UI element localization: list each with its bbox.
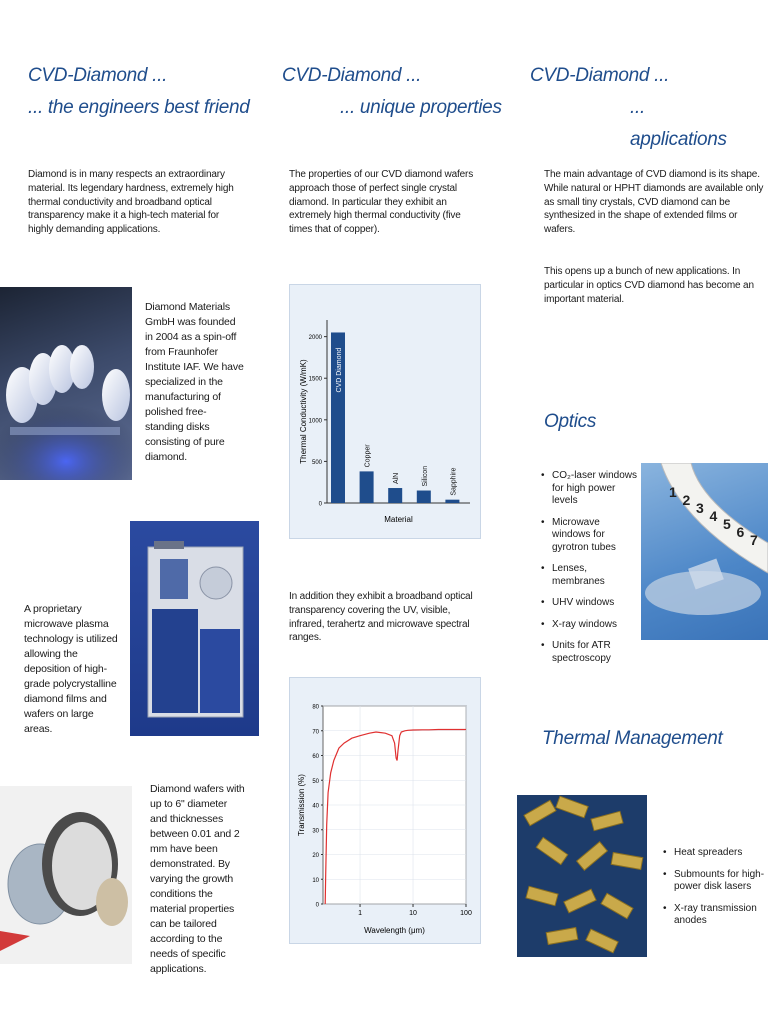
col1-title-line1: CVD-Diamond ... [28,65,168,86]
bar-label: AlN [393,472,401,485]
thermal-item: • Submounts for high-power disk lasers [674,869,768,894]
col1-wafers: Diamond wafers with up to 6" diameter and thicknesses between 0.01 and 2 mm have been demonstrated. By varying the growth conditions the material properties can be tailored according to the needs of specific applications. [150,783,245,975]
heat-spreader-chip [586,929,618,953]
col3-intro: The main advantage of CVD diamond is its shape. While natural or HPHT diamonds are available only as small tiny crystals, CVD diamond can be synthesized in the shape of extended films or wafers. [544,169,764,236]
col2-title-line1: CVD-Diamond ... [282,65,422,86]
ruler-digit: 3 [696,500,704,516]
col1-plasma: A proprietary microwave plasma technology is utilized allowing the deposition of high-grade polycrystalline diamond films and wafers on large areas. [24,603,118,735]
y-tick-label: 70 [312,729,319,736]
ruler-digit: 1 [669,484,677,500]
y-tick-label: 0 [315,902,319,909]
bar-label: Silicon [421,465,429,487]
y-tick-label: 40 [312,803,319,810]
bar [360,471,374,503]
x-axis-label: Wavelength (μm) [364,926,425,935]
reactor-photo [130,521,259,736]
thermal-heading: Thermal Management [542,728,723,749]
y-axis-label: Thermal Conductivity (W/mK) [299,359,308,464]
ruler-digit: 2 [682,492,691,508]
line-chart-svg [290,678,480,943]
optics-item: • CO₂-laser windows for high power levels [552,470,640,508]
thermal-item: • X-ray transmission anodes [674,903,768,928]
heat-spreader-chip [556,796,588,818]
col3-title-line1: CVD-Diamond ... [530,65,670,86]
col2-transparency: In addition they exhibit a broadband optical transparency covering the UV, visible, infrared, terahertz and microwave spectral ranges. [289,591,473,644]
diamond-disks-photo [0,287,132,480]
y-tick-label: 80 [312,704,319,711]
col1-founded: Diamond Materials GmbH was founded in 2004 as a spin-off from Fraunhofer Institute IAF. We have specialized in the manufacturing of polished free-standing disks consisting of pure diamond. [145,301,244,463]
optics-ruler-photo [641,463,768,640]
heat-spreaders-photo [517,795,647,957]
bar-label: Sapphire [450,467,458,496]
col2-title [282,60,502,124]
y-tick-label: 500 [311,459,322,466]
bar [417,491,431,503]
x-tick-label: 1 [358,910,362,917]
thermal-item: • Heat spreaders [674,847,768,860]
optics-item: • Microwave windows for gyrotron tubes [552,517,640,555]
ruler-digit: 6 [736,524,745,540]
col3-intro2: This opens up a bunch of new applications. In particular in optics CVD diamond has become an important material. [544,266,754,305]
heat-spreader-chip [611,852,643,869]
bar [445,500,459,503]
bar [388,488,402,503]
heat-spreader-chip [601,893,633,918]
diamond-wafers-photo [0,786,132,964]
heat-spreader-chip [526,886,558,905]
col2-intro: The properties of our CVD diamond wafers approach those of perfect single crystal diamond. In particular they exhibit an extremely high thermal conductivity (five times that of copper). [289,169,474,236]
heat-spreader-chip [546,927,578,944]
bar-chart-svg [290,285,480,538]
bar-label: CVD Diamond [336,347,343,393]
optics-item: • Units for ATR spectroscopy [552,640,640,665]
bar-label: Copper [364,444,372,468]
optics-item: • X-ray windows [552,619,640,632]
heat-spreader-chip [524,800,556,825]
col2-title-line2: ... unique properties [340,97,502,118]
thermal-conductivity-chart [289,284,481,539]
heat-spreader-chip [564,889,596,913]
y-tick-label: 20 [312,853,319,859]
heat-spreader-chip [577,842,608,870]
optics-item: • UHV windows [552,597,640,610]
col1-title-line2: ... the engineers best friend [28,97,250,118]
col1-intro: Diamond is in many respects an extraordinary material. Its legendary hardness, extremely high thermal conductivity and broadband optical transparency make it a high-tech material for highly demanding applications. [28,169,234,236]
ruler-digit: 7 [750,532,758,548]
y-tick-label: 30 [312,828,319,835]
heat-spreader-chip [536,837,567,864]
col3-title [530,60,742,156]
optics-item: • Lenses, membranes [552,563,640,588]
y-tick-label: 50 [312,778,319,785]
col3-title-line2: ... applications [630,97,727,150]
x-tick-label: 100 [460,910,472,917]
y-axis-label: Transmission (%) [297,774,306,836]
y-tick-label: 1500 [308,376,322,383]
thermal-list [662,847,768,937]
optics-heading: Optics [544,411,597,432]
col1-title [28,60,268,124]
x-axis-label: Material [384,515,413,524]
ruler-digit: 4 [709,508,718,524]
optics-list [540,470,640,674]
y-tick-label: 60 [312,754,319,760]
heat-spreader-chip [591,811,623,830]
x-tick-label: 10 [409,910,417,917]
transmission-chart [289,677,481,944]
y-tick-label: 1000 [308,418,322,425]
y-tick-label: 10 [312,877,319,884]
y-tick-label: 0 [318,501,322,508]
ruler-digit: 5 [723,516,731,532]
y-tick-label: 2000 [308,335,322,342]
